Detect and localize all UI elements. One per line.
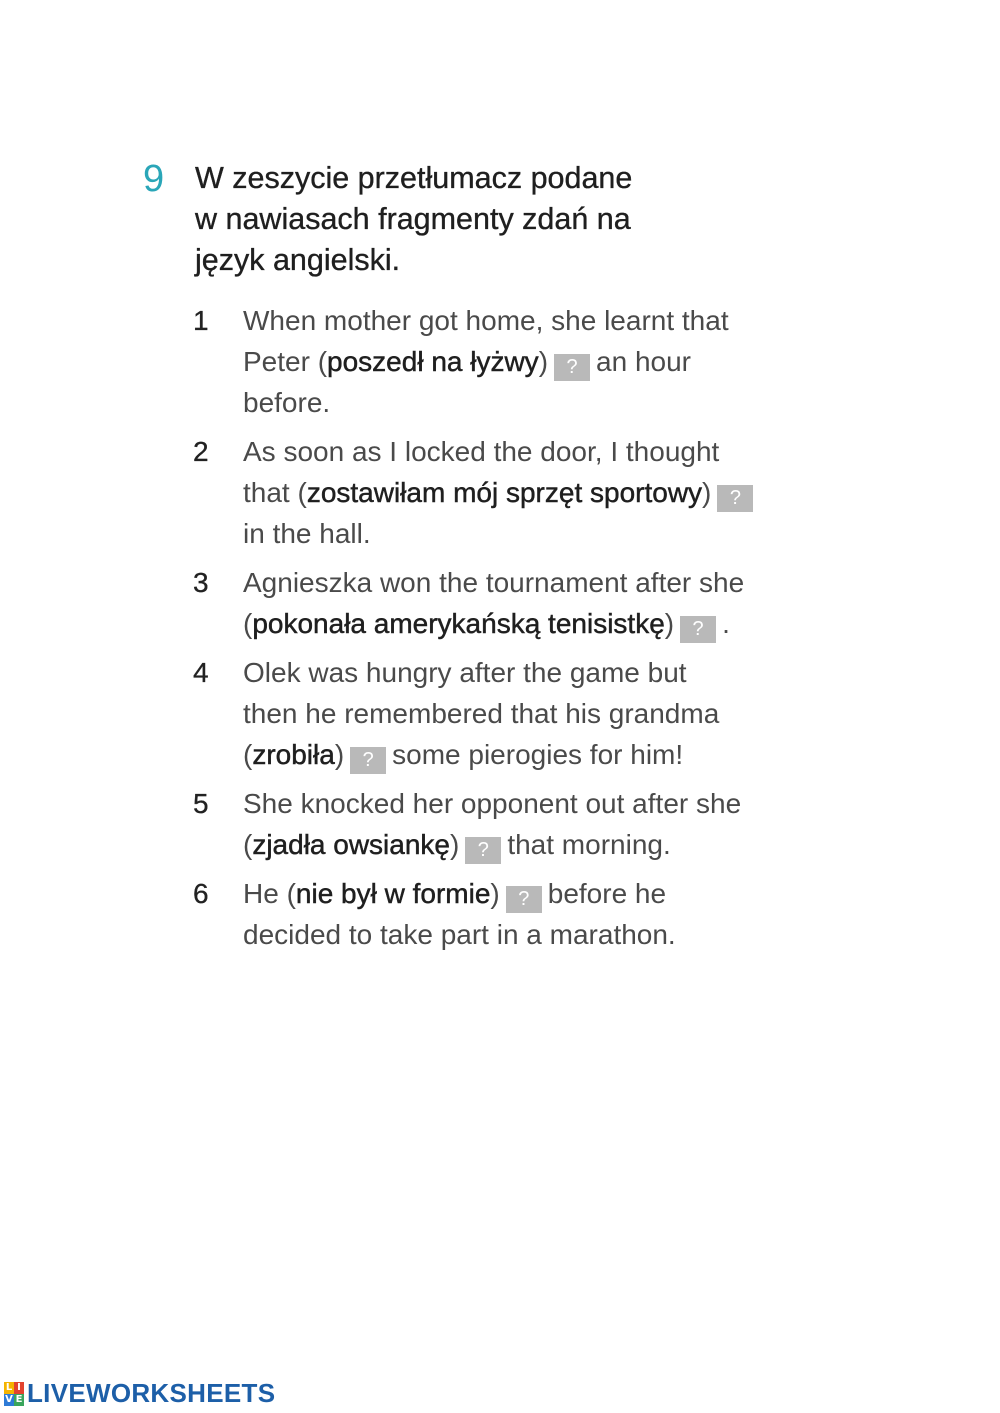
polish-phrase: pokonała amerykańską tenisistkę	[252, 608, 665, 639]
sentence-item-6	[193, 873, 883, 955]
sentence-line	[243, 341, 729, 382]
item-number: 5	[193, 788, 209, 819]
instruction-line: W zeszycie przetłumacz podane	[195, 161, 633, 195]
liveworksheets-logo-icon	[4, 1382, 24, 1406]
item-number: 6	[193, 878, 209, 909]
sentence-item-1	[193, 300, 883, 423]
text-fragment: (	[243, 739, 253, 770]
exercise-number: 9	[143, 158, 165, 200]
sentence-line	[243, 873, 676, 914]
sentence-line: before.	[243, 387, 331, 418]
text-fragment: before he	[547, 878, 667, 909]
sentence-text	[243, 562, 744, 644]
logo-mark-letter: L	[5, 1381, 13, 1393]
sentence-text	[243, 783, 741, 865]
sentence-line: As soon as I locked the door, I thought	[243, 436, 720, 467]
polish-phrase: zostawiłam mój sprzęt sportowy	[306, 477, 703, 508]
sentence-line	[243, 824, 741, 865]
item-number: 2	[193, 436, 209, 467]
text-fragment: (	[243, 829, 253, 860]
text-fragment: Peter (	[243, 346, 328, 377]
sentence-line: She knocked her opponent out after she	[243, 788, 742, 819]
text-fragment: (	[243, 608, 253, 639]
exercise-instruction	[195, 158, 632, 281]
liveworksheets-logo[interactable]	[4, 1378, 275, 1409]
item-number: 4	[193, 657, 209, 688]
text-fragment: )	[490, 878, 500, 909]
answer-gap-3[interactable]: ?	[680, 616, 716, 643]
sentence-text	[243, 652, 719, 775]
text-fragment: some pierogies for him!	[392, 739, 684, 770]
text-fragment: )	[538, 346, 549, 377]
sentence-line	[243, 734, 719, 775]
sentence-line	[243, 472, 759, 513]
sentence-item-4	[193, 652, 883, 775]
sentence-item-5	[193, 783, 883, 865]
sentence-line: in the hall.	[243, 518, 371, 549]
text-fragment: that (	[243, 477, 307, 508]
polish-phrase: zjadła owsiankę	[252, 829, 450, 860]
exercise-9	[143, 158, 883, 963]
sentence-line: Olek was hungry after the game but	[243, 657, 687, 688]
sentence-text	[243, 300, 729, 423]
text-fragment: He (	[243, 878, 296, 909]
logo-mark-letter: I	[14, 1382, 24, 1394]
sentence-line: Agnieszka won the tournament after she	[243, 567, 745, 598]
polish-phrase: poszedł na łyżwy	[327, 346, 539, 377]
text-fragment: an hour	[596, 346, 691, 377]
text-fragment: .	[722, 608, 730, 639]
sentence-list	[193, 300, 883, 955]
answer-gap-2[interactable]: ?	[717, 485, 753, 512]
answer-gap-6[interactable]: ?	[506, 886, 542, 913]
sentence-line	[243, 603, 744, 644]
text-fragment: )	[702, 477, 712, 508]
sentence-text	[243, 873, 676, 955]
item-number: 3	[193, 567, 209, 598]
sentence-line: decided to take part in a marathon.	[243, 919, 676, 950]
text-fragment: that morning.	[507, 829, 671, 860]
answer-gap-1[interactable]: ?	[554, 354, 590, 381]
text-fragment: )	[450, 829, 460, 860]
instruction-line: w nawiasach fragmenty zdań na	[195, 202, 631, 236]
instruction-line: język angielski.	[195, 243, 401, 277]
polish-phrase: nie był w formie	[295, 878, 491, 909]
logo-mark-letter: V	[5, 1393, 13, 1405]
logo-mark-letter: E	[15, 1393, 23, 1405]
exercise-header	[143, 158, 883, 281]
polish-phrase: zrobiła	[252, 739, 335, 770]
answer-gap-4[interactable]: ?	[350, 747, 386, 774]
logo-text: LIVEWORKSHEETS	[27, 1378, 276, 1408]
text-fragment: )	[664, 608, 675, 639]
answer-gap-5[interactable]: ?	[465, 837, 501, 864]
sentence-line: When mother got home, she learnt that	[243, 305, 729, 336]
sentence-text	[243, 431, 759, 554]
sentence-line: then he remembered that his grandma	[243, 698, 720, 729]
text-fragment: )	[334, 739, 345, 770]
item-number: 1	[193, 305, 209, 336]
sentence-item-3	[193, 562, 883, 644]
sentence-item-2	[193, 431, 883, 554]
